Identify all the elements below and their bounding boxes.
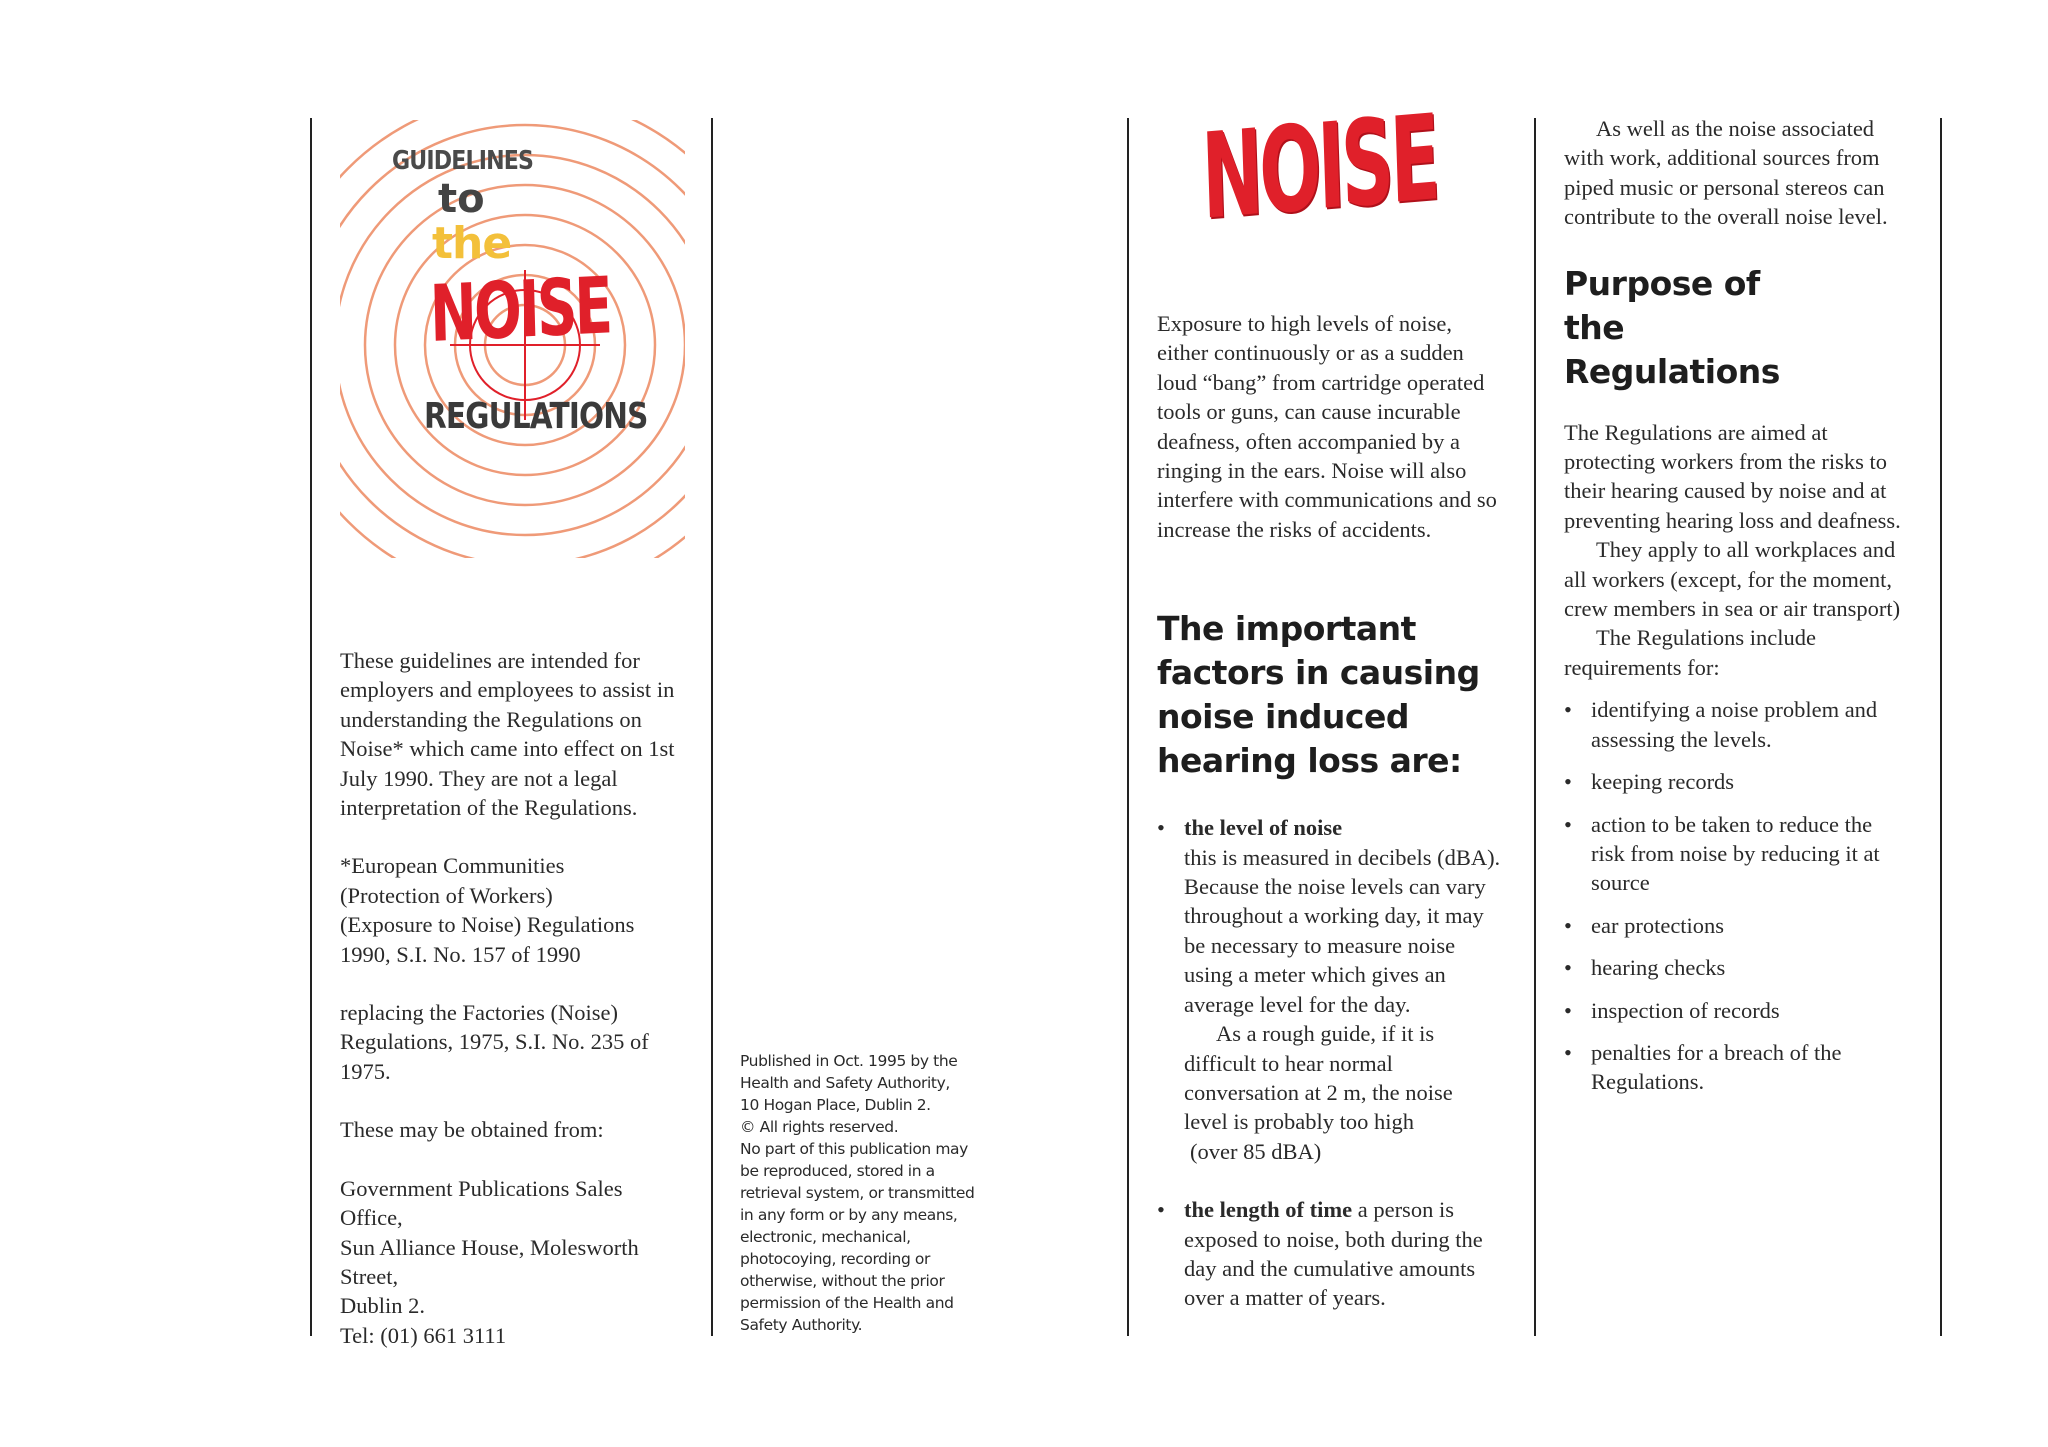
regulation-footnote-line: 1990, S.I. No. 157 of 1990 — [340, 941, 581, 967]
purpose-para-2: They apply to all workplaces and all workers (except, for the moment, crew members in sea or air transport) — [1564, 537, 1901, 622]
publisher-line: Published in Oct. 1995 by the — [740, 1052, 958, 1070]
cover-image — [340, 120, 685, 558]
publisher-line: 10 Hogan Place, Dublin 2. — [740, 1096, 931, 1114]
publisher-line: otherwise, without the prior — [740, 1272, 945, 1290]
address-line: Sun Alliance House, Molesworth Street, — [340, 1234, 639, 1289]
cover-title-to: to — [438, 176, 485, 222]
address-line: Dublin 2. — [340, 1293, 426, 1319]
obtained-from-label: These may be obtained from: — [340, 1117, 604, 1143]
regulation-footnote-line: (Protection of Workers) — [340, 882, 553, 908]
column-divider-4 — [1534, 118, 1536, 1336]
replacing-regulations: replacing the Factories (Noise) Regulations, 1975, S.I. No. 235 of 1975. — [340, 1000, 649, 1084]
publisher-line: retrieval system, or transmitted — [740, 1184, 975, 1202]
cover-title-the: the — [432, 218, 512, 269]
purpose-heading: Purpose of the Regulations — [1564, 263, 1780, 391]
requirement-item: • penalties for a breach of the Regulations. — [1564, 1038, 1909, 1097]
column-1-text — [340, 646, 685, 1350]
publisher-line: electronic, mechanical, — [740, 1228, 911, 1246]
factor-text: a person is exposed to noise, both during the day and the cumulative amounts over a matter of years. — [1184, 1197, 1483, 1311]
additional-sources-text: As well as the noise associated with work, additional sources from piped music or personal stereos can contribute to the overall noise level. — [1564, 116, 1888, 230]
requirement-item: • keeping records — [1564, 767, 1909, 796]
cover-title-noise: NOISE — [428, 261, 612, 360]
regulation-footnote-line: *European Communities — [340, 853, 565, 879]
factor-length-of-time — [1157, 1195, 1502, 1313]
factor-title: the length of time — [1184, 1197, 1353, 1223]
requirement-item: • hearing checks — [1564, 953, 1909, 982]
purpose-para-1: The Regulations are aimed at protecting workers from the risks to their hearing caused by noise and at preventing hearing loss and deafness. — [1564, 419, 1901, 533]
factor-text: this is measured in decibels (dBA). Because the noise levels can vary throughout a working day, it may be necessary to measure noise using a meter which gives an average level for the day. — [1184, 844, 1501, 1017]
address-line: Government Publications Sales Office, — [340, 1175, 623, 1231]
factor-level-of-noise — [1157, 813, 1502, 1166]
cover-title-guidelines: GUIDELINES — [392, 146, 534, 176]
column-4-text — [1564, 114, 1909, 1097]
regulation-footnote-line: (Exposure to Noise) Regulations — [340, 912, 635, 938]
publisher-line: permission of the Health and — [740, 1294, 954, 1312]
publisher-line: Safety Authority. — [740, 1316, 863, 1334]
publisher-line: Health and Safety Authority, — [740, 1074, 950, 1092]
publisher-line: be reproduced, stored in a — [740, 1162, 935, 1180]
publisher-line: in any form or by any means, — [740, 1206, 958, 1224]
noise-logo: NOISE — [1199, 88, 1439, 246]
column-divider-1 — [310, 118, 312, 1336]
column-divider-3 — [1127, 118, 1129, 1336]
rough-guide-text: As a rough guide, if it is difficult to hear normal conversation at 2 m, the noise level is probably too high — [1184, 1021, 1453, 1135]
important-factors-heading: The important factors in causing noise induced hearing loss are: — [1157, 609, 1480, 781]
factor-title: the level of noise — [1184, 815, 1343, 841]
publisher-info — [740, 1050, 1000, 1336]
cover-title-regulations: REGULATIONS — [424, 396, 648, 437]
column-divider-5 — [1940, 118, 1942, 1336]
requirement-item: • inspection of records — [1564, 996, 1909, 1025]
column-divider-2 — [711, 118, 713, 1336]
purpose-para-3: The Regulations include requirements for: — [1564, 625, 1816, 680]
address-phone: Tel: (01) 661 3111 — [340, 1322, 507, 1348]
requirement-item: • ear protections — [1564, 911, 1909, 940]
noise-exposure-intro: Exposure to high levels of noise, either continuously or as a sudden loud “bang” from cartridge operated tools or guns, can cause incurable deafness, often accompanied by a ringing in the ears. Noise will also interfere with communications and so increase the risks of accidents. — [1157, 311, 1497, 542]
requirement-item: • identifying a noise problem and assessing the levels. — [1564, 695, 1909, 754]
guidelines-intro: These guidelines are intended for employers and employees to assist in understanding the Regulations on Noise* which came into effect on 1st July 1990. They are not a legal interpretation of the Regulations. — [340, 648, 675, 821]
copyright-line: © All rights reserved. — [740, 1118, 899, 1136]
publisher-line: photocoying, recording or — [740, 1250, 930, 1268]
column-3-text — [1157, 309, 1502, 1313]
requirement-item: • action to be taken to reduce the risk from noise by reducing it at source — [1564, 810, 1909, 898]
rough-guide-end: (over 85 dBA) — [1190, 1138, 1322, 1164]
publisher-line: No part of this publication may — [740, 1140, 968, 1158]
